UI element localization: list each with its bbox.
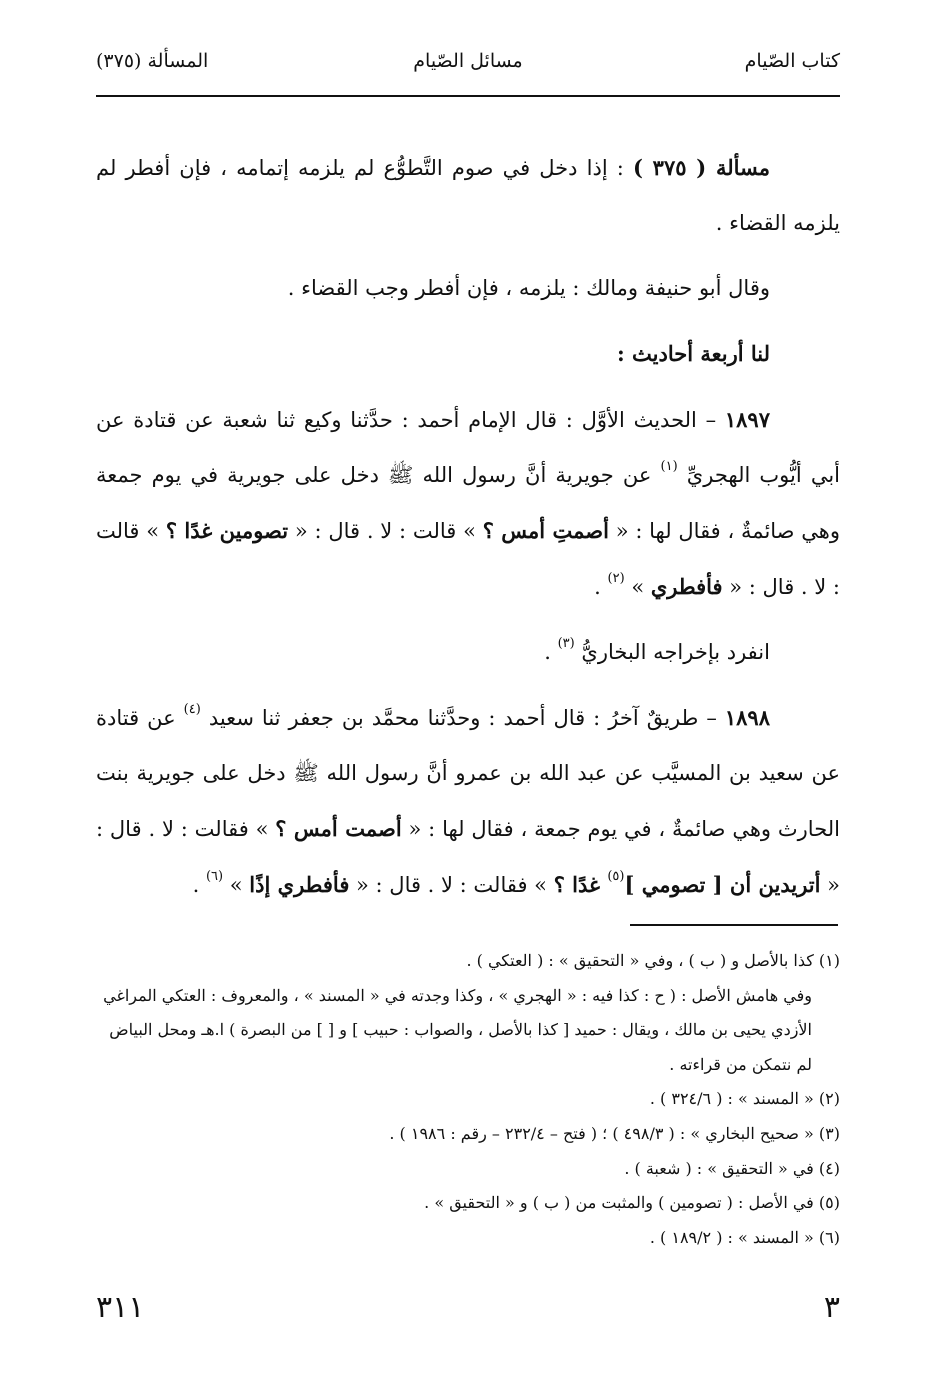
footnote-6: (٦) « المسند » : ( ١٨٩/٢ ) .	[649, 1227, 840, 1247]
hadith-1898: ١٨٩٨ – طريقٌ آخرُ : قال أحمد : وحدَّثنا محمَّد بن جعفر ثنا سعيد $^{(٤)}$ عن قتادة عن سعيد بن المسيَّب عن عبد الله بن عمرو أنَّ رسول الله ﷺ دخل على جويرية بنت الحارث وهي صائمةٌ ، في يوم جمعة ، فقال لها : « أصمت أمس ؟ » فقالت : لا . قال : « أتريدين أن [ تصومي ]$^{(٥)}$ غدًا ؟ » فقالت : لا . قال : « فأفطري إذًا » $^{(٦)}$ .	[96, 702, 840, 897]
footnote-ref: (٣)	[557, 636, 575, 651]
evidence-heading: لنا أربعة أحاديث :	[616, 341, 770, 366]
footnote-3: (٣) « صحيح البخاري » : ( ٤٩٨/٣ ) ؛ ( فتح – ٢٣٢/٤ – رقم : ١٩٨٦ ) .	[389, 1123, 840, 1143]
footnote-ref: (٢)	[607, 571, 625, 586]
footnote-1: (١) كذا بالأصل و ( ب ) ، وفي « التحقيق » : ( العتكي ) .	[466, 951, 840, 970]
footnote-5: (٥) في الأصل : ( تصومين ) والمثبت من ( ب ) و « التحقيق » .	[424, 1193, 840, 1213]
footnote-4: (٤) في « التحقيق » : ( شعبة ) .	[624, 1158, 840, 1178]
main-text	[96, 140, 840, 913]
hadith-number: ١٨٩٨	[724, 705, 770, 730]
footnote-ref: (٥)	[607, 869, 625, 884]
issue-heading: مسألة ( ٣٧٥ )	[632, 155, 770, 180]
running-header	[96, 50, 840, 90]
footnote-ref: (٦)	[205, 869, 224, 884]
page-number-book: ٣١١	[96, 1290, 145, 1325]
hadith-number: ١٨٩٧	[724, 407, 770, 432]
issue-label: المسألة (٣٧٥)	[96, 50, 209, 72]
book-title: كتاب الصّيام	[744, 50, 840, 72]
footnote-ref: (٤)	[183, 702, 201, 717]
paragraph-evidence-intro	[96, 326, 840, 382]
footnote-2: (٢) « المسند » : ( ٣٢٤/٦ ) .	[649, 1089, 840, 1109]
issue-text: : إذا دخل في صوم التَّطوُّع لم يلزمه إتمامه ، فإن أفطر لم يلزمه القضاء .	[96, 156, 840, 235]
paragraph-bukhari: انفرد بإخراجه البخاريُّ $^{(٣)}$ .	[544, 636, 770, 664]
header-rule	[96, 95, 840, 97]
footnote-rule	[630, 924, 838, 926]
page-number-local: ٣	[823, 1290, 840, 1325]
hadith-1897: ١٨٩٧ – الحديث الأوَّل : قال الإمام أحمد : حدَّثنا وكيع ثنا شعبة عن قتادة عن أبي أيُّوب الهجريِّ $^{(١)}$ عن جويرية أنَّ رسول الله ﷺ دخل على جويرية في يوم جمعة وهي صائمةٌ ، فقال لها : « أصمتِ أمس ؟ » قالت : لا . قال : « تصومين غدًا ؟ » قالت : لا . قال : « فأفطري » $^{(٢)}$ .	[96, 407, 841, 599]
section-title: مسائل الصّيام	[413, 50, 523, 72]
footnotes	[96, 944, 840, 1255]
paragraph-issue	[96, 140, 840, 251]
footnote-1-note: وفي هامش الأصل : ( ح : كذا فيه : « الهجري » ، وكذا وجدته في « المسند » ، والمعروف : العتكي المراغي الأزدي يحيى بن مالك ، ويقال : حميد [ كذا بالأصل ، والصواب : حبيب ] و [ ] من البصرة ) ا.هـ ومحل البياض لم نتمكن من قراءته .	[103, 985, 812, 1074]
paragraph-opponents: وقال أبو حنيفة ومالك : يلزمه ، فإن أفطر وجب القضاء .	[287, 276, 770, 300]
footnote-ref: (١)	[660, 459, 678, 474]
